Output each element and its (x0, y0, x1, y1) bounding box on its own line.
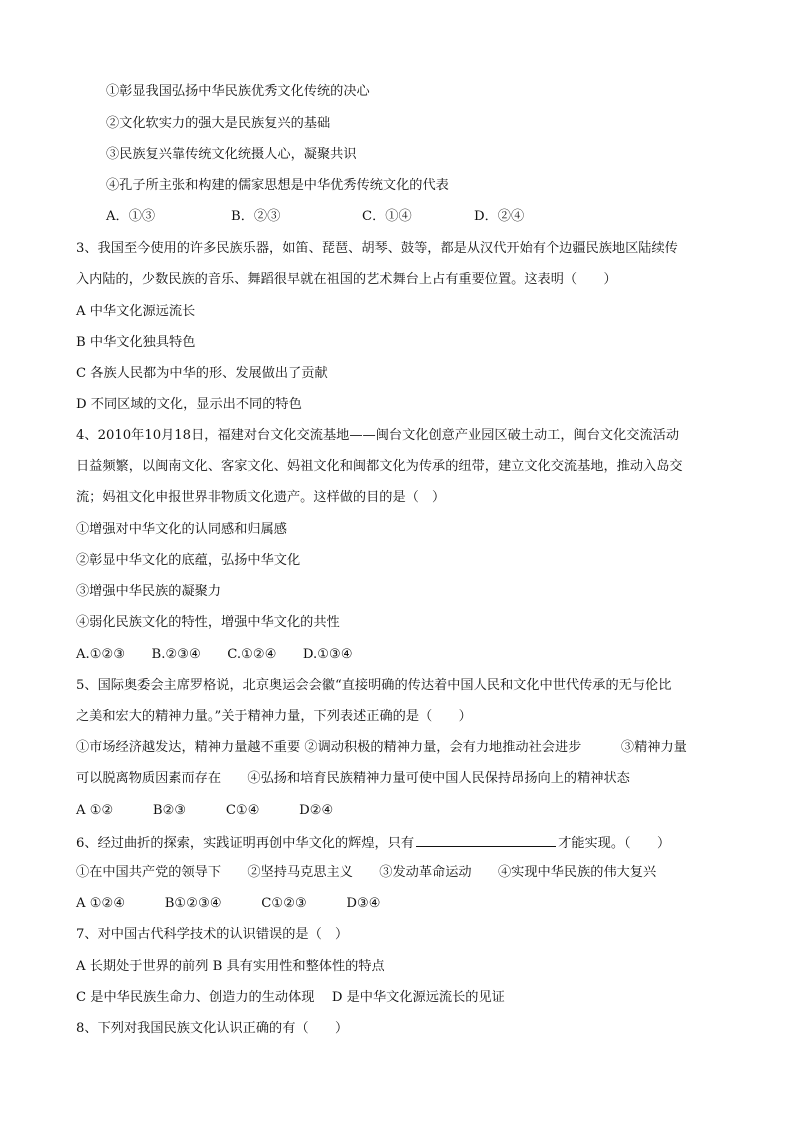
q7-options-line-2: C 是中华民族生命力、创造力的生动体现 D 是中华文化源远流长的见证 (76, 990, 505, 1005)
q2-statement-1: ①彰显我国弘扬中华民族优秀文化传统的决心 (106, 84, 370, 99)
q4-statement-1: ①增强对中华文化的认同感和归属感 (76, 522, 287, 537)
q6-stem-before: 6、经过曲折的探索，实践证明再创中华文化的辉煌，只有 (76, 836, 415, 851)
q6-statements: ①在中国共产党的领导下 ②坚持马克思主义 ③发动革命运动 ④实现中华民族的伟大复兴 (76, 865, 657, 880)
q6-stem (76, 834, 670, 852)
q5-stem-line-1: 5、国际奥委会主席罗格说，北京奥运会会徽“直接明确的传达着中国人民和文化中世代传承的无与伦比 (76, 678, 672, 693)
q3-option-c: C 各族人民都为中华的形、发展做出了贡献 (76, 366, 328, 381)
q2-statement-2: ②文化软实力的强大是民族复兴的基础 (106, 116, 331, 131)
q4-statement-4: ④弱化民族文化的特性，增强中华文化的共性 (76, 615, 340, 630)
q6-answer-blank (416, 834, 556, 847)
q3-stem-line-2: 入内陆的，少数民族的音乐、舞蹈很早就在祖国的艺术舞台上占有重要位置。这表明（ ） (76, 272, 617, 287)
q5-stem-line-2: 之美和宏大的精神力量。”关于精神力量，下列表述正确的是（ ） (76, 709, 472, 724)
q4-stem-line-2: 日益频繁，以闽南文化、客家文化、妈祖文化和闽都文化为传承的纽带，建立文化交流基地，推动入岛交 (76, 459, 683, 474)
q2-option-c: C．①④ (362, 209, 412, 224)
q7-stem: 7、对中国古代科学技术的认识错误的是（ ） (76, 927, 349, 942)
q3-stem-line-1: 3、我国至今使用的许多民族乐器，如笛、琵琶、胡琴、鼓等，都是从汉代开始有个边疆民族地区陆续传 (76, 241, 678, 256)
q4-statement-2: ②彰显中华文化的底蕴，弘扬中华文化 (76, 553, 301, 568)
q3-option-d: D 不同区域的文化，显示出不同的特色 (76, 397, 302, 412)
q5-options: A ①② B②③ C①④ D②④ (76, 803, 334, 818)
q4-statement-3: ③增强中华民族的凝聚力 (76, 584, 222, 599)
q5-stem-line-3: ①市场经济越发达，精神力量越不重要 ②调动积极的精神力量，会有力地推动社会进步 ③精神力量 (76, 740, 687, 755)
q2-statement-4: ④孔子所主张和构建的儒家思想是中华优秀传统文化的代表 (106, 178, 449, 193)
q4-options: A.①②③ B.②③④ C.①②④ D.①③④ (76, 647, 353, 662)
q2-option-b: B．②③ (231, 209, 281, 224)
q4-stem-line-3: 流；妈祖文化申报世界非物质文化遗产。这样做的目的是（ ） (76, 490, 446, 505)
q2-option-d: D．②④ (474, 209, 525, 224)
q5-stem-line-4: 可以脱离物质因素而存在 ④弘扬和培育民族精神力量可使中国人民保持昂扬向上的精神状态 (76, 771, 630, 786)
q2-option-a: A．①③ (106, 209, 156, 224)
q3-option-a: A 中华文化源远流长 (76, 304, 196, 319)
q6-options: A ①②④ B①②③④ C①②③ D③④ (76, 896, 381, 911)
q4-stem-line-1: 4、2010年10月18日，福建对台文化交流基地——闽台文化创意产业园区破土动工，闽台文化交流活动 (76, 428, 680, 443)
q6-stem-after: 才能实现。（ ） (558, 836, 671, 851)
q3-option-b: B 中华文化独具特色 (76, 335, 196, 350)
q2-statement-3: ③民族复兴靠传统文化统摄人心，凝聚共识 (106, 147, 357, 162)
q7-options-line-1: A 长期处于世界的前列 B 具有实用性和整体性的特点 (76, 959, 385, 974)
q8-stem: 8、下列对我国民族文化认识正确的有（ ） (76, 1021, 349, 1036)
